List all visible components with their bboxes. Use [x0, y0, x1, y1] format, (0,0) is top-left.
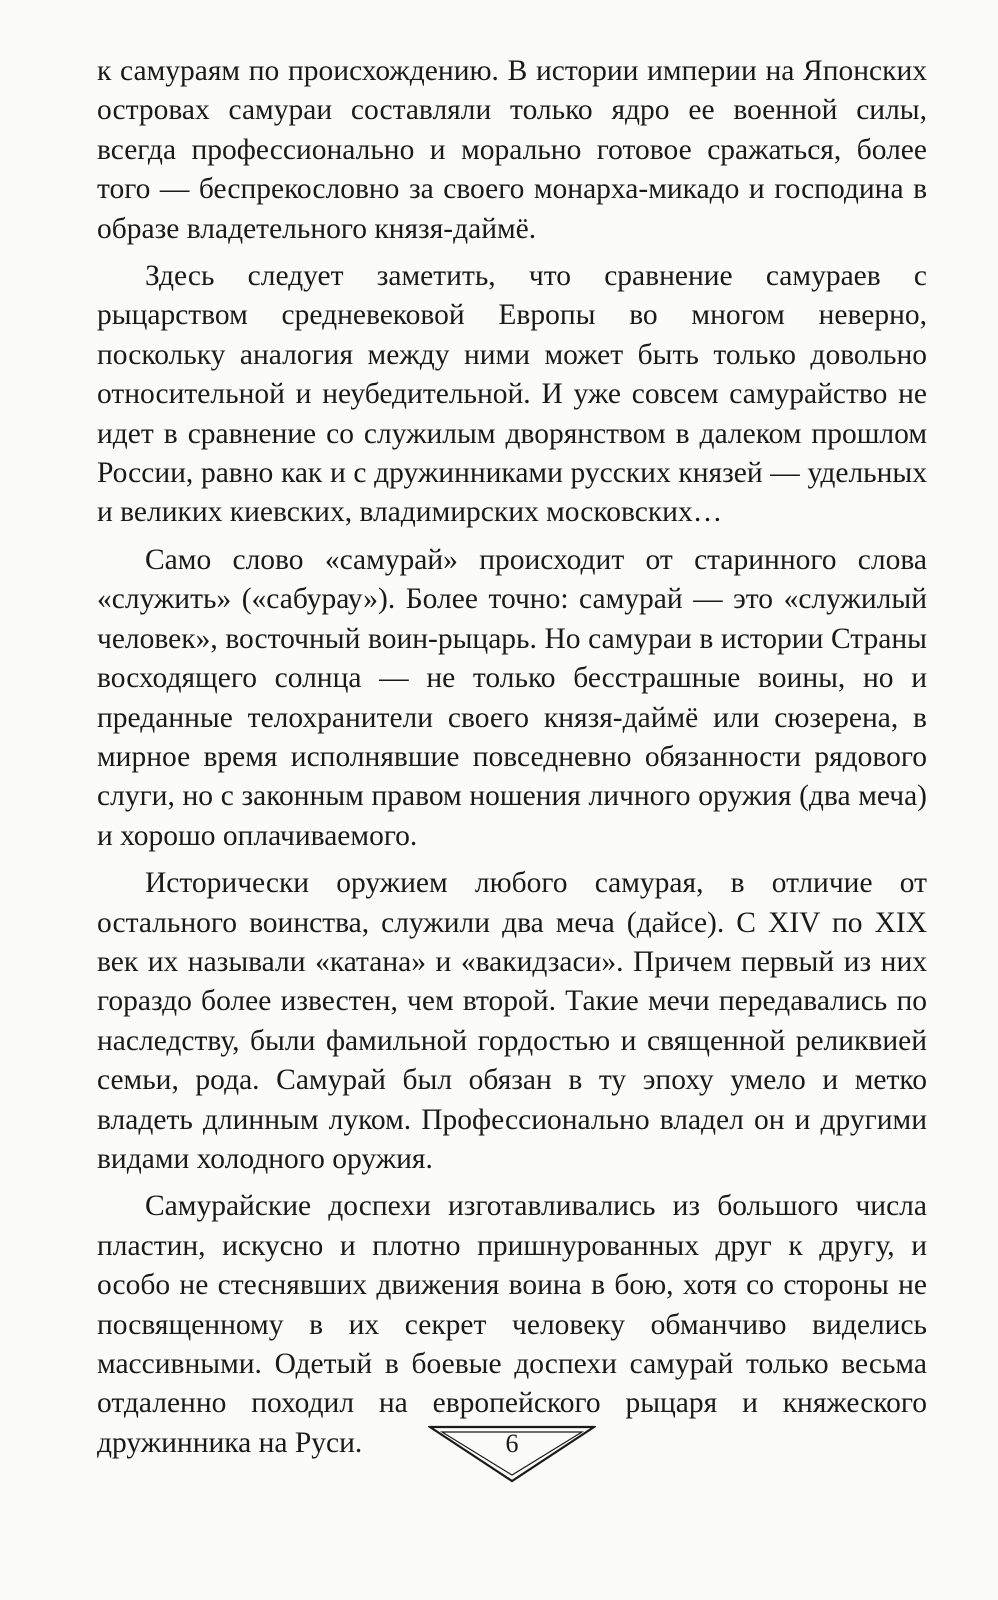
paragraph-2: Здесь следует заметить, что сравнение самураев с рыцарством средневековой Европы во многом неверно, поскольку аналогия между ними может быть только довольно относительной и неубедительной. И уже совсем самурайство не идет в сравнение со служилым дворянством в далеком прошлом России, равно как и с дружинниками русских князей — удельных и великих киевских, владимирских московских… — [97, 260, 927, 529]
paragraph-4: Исторически оружием любого самурая, в отличие от остального воинства, служили два меча (дайсе). С XIV по XIX век их называли «катана» и «вакидзаси». Причем первый из них гораздо более известен, чем второй. Такие мечи передавались по наследству, были фамильной гордостью и священной реликвией семьи, рода. Самурай был обязан в ту эпоху умело и метко владеть длинным луком. Профессионально владел он и другими видами холодного оружия. — [97, 867, 927, 1175]
page-body — [97, 52, 927, 1463]
paragraph-1: к самураям по происхождению. В истории империи на Японских островах самураи составляли только ядро ее военной силы, всегда профессионально и морально готовое сражаться, более того — беспрекословно за своего монарха-микадо и господина в образе владетельного князя-даймё. — [97, 55, 927, 245]
page-number-ornament — [428, 1425, 596, 1483]
paragraph-5: Самурайские доспехи изготавливались из большого числа пластин, искусно и плотно пришнурованных друг к другу, и особо не стеснявших движения воина в бою, хотя со стороны не посвященному в их секрет человеку обманчиво виделись массивными. Одетый в боевые доспехи самурай только весьма отдаленно походил на европейского рыцаря и княжеского дружинника на Руси. — [97, 1190, 927, 1459]
paragraph-3: Само слово «самурай» происходит от старинного слова «служить» («сабурау»). Более точно: самурай — это «служилый человек», восточный воин-рыцарь. Но самураи в истории Страны восходящего солнца — не только бесстрашные воины, но и преданные телохранители своего князя-даймё или сюзерена, в мирное время исполнявшие повседневно обязанности рядового слуги, но с законным правом ношения личного оружия (два меча) и хорошо оплачиваемого. — [97, 543, 927, 852]
page-number: 6 — [505, 1429, 519, 1458]
